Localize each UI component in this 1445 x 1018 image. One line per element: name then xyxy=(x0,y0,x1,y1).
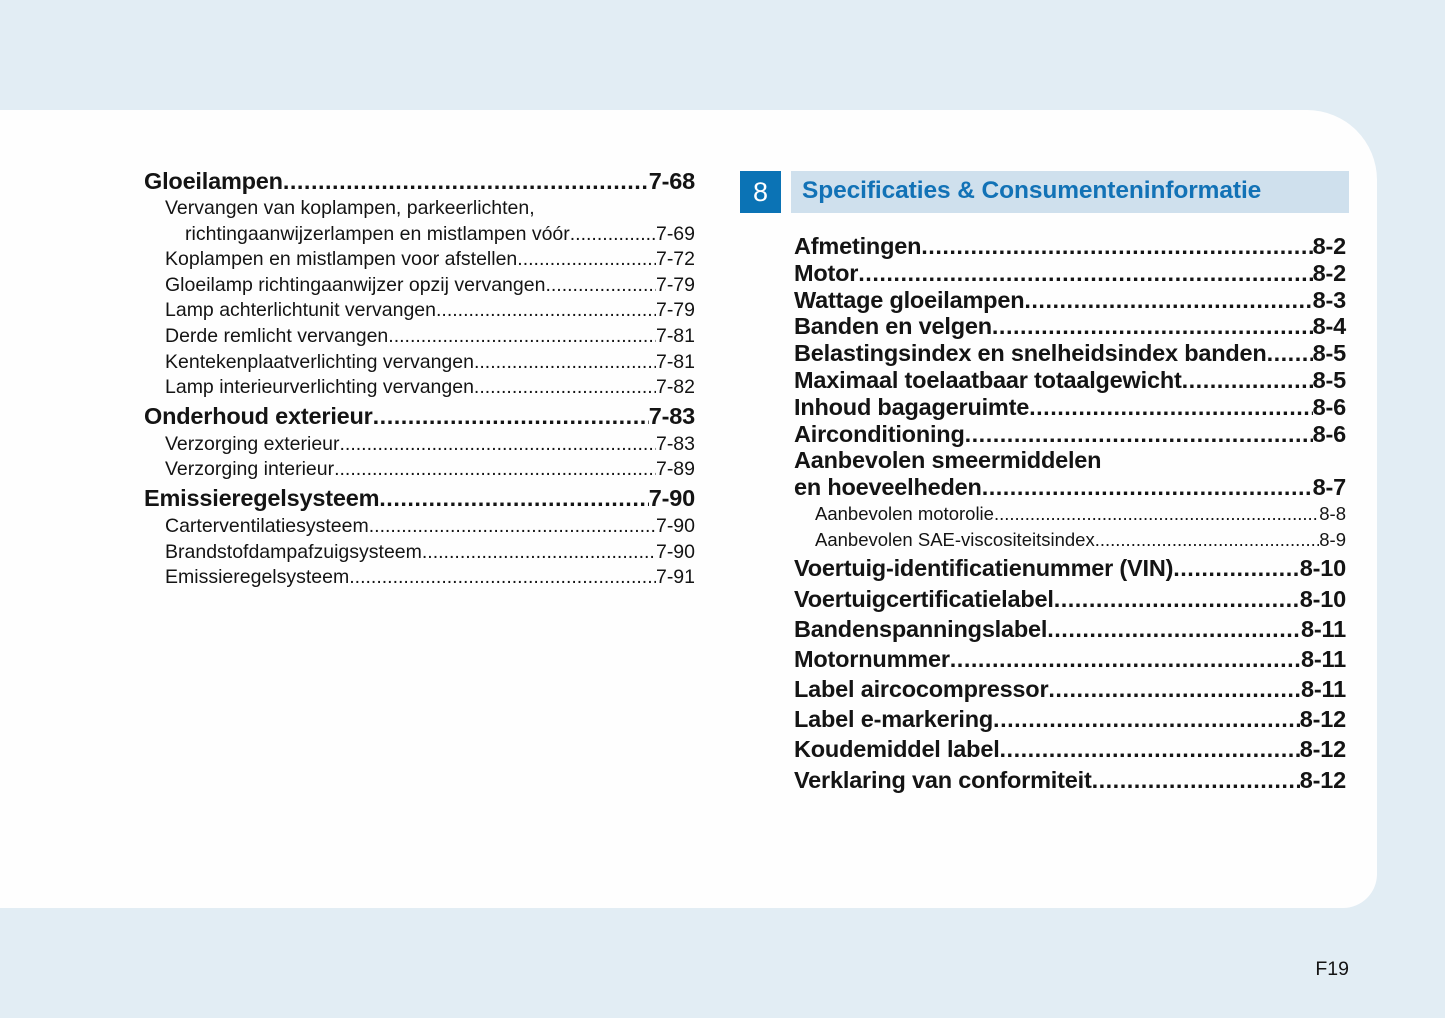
toc-sub-entry[interactable]: Brandstofdampafzuigsysteem ..... 7-90 xyxy=(144,540,695,566)
toc-sub-entry[interactable]: Carterventilatiesysteem ..... 7-90 xyxy=(144,514,695,540)
toc-sub-entry[interactable]: Verzorging exterieur ..... 7-83 xyxy=(144,432,695,458)
toc-main-entry-gloeilampen[interactable]: Gloeilampen ..... 7-68 xyxy=(144,166,695,196)
toc-sub-entry[interactable]: Verzorging interieur ..... 7-89 xyxy=(144,457,695,483)
toc-sub-entry[interactable]: Lamp interieurverlichting vervangen ..... 7-82 xyxy=(144,375,695,401)
toc-main-entry[interactable]: Motor ..... 8-2 xyxy=(794,260,1346,287)
toc-sub-entry[interactable]: Aanbevolen SAE-viscositeitsindex ..... 8-9 xyxy=(794,527,1346,553)
toc-main-entry[interactable]: Airconditioning ..... 8-6 xyxy=(794,421,1346,448)
toc-main-entry-lubricants-line1[interactable]: Aanbevolen smeermiddelen xyxy=(794,447,1102,474)
chapter-title-bar: Specificaties & Consumenteninformatie xyxy=(791,171,1349,213)
toc-sub-entry[interactable]: Emissieregelsysteem ..... 7-91 xyxy=(144,565,695,591)
toc-main-entry-lubricants-line2[interactable]: en hoeveelheden ..... 8-7 xyxy=(794,474,1346,501)
page-number: F19 xyxy=(1315,958,1349,980)
toc-sub-entry[interactable]: Derde remlicht vervangen ..... 7-81 xyxy=(144,324,695,350)
toc-right-column xyxy=(794,233,1346,795)
toc-main-entry-emissieregelsysteem[interactable]: Emissieregelsysteem ..... 7-90 xyxy=(144,483,695,514)
toc-main-entry[interactable]: Banden en velgen ..... 8-4 xyxy=(794,313,1346,340)
toc-sub-entry-koplampen-line1[interactable]: Vervangen van koplampen, parkeerlichten, xyxy=(165,197,535,219)
toc-left-column xyxy=(144,166,695,591)
toc-main-entry[interactable]: Label aircocompressor ..... 8-11 xyxy=(794,674,1346,704)
toc-sub-entry[interactable]: Koplampen en mistlampen voor afstellen ..... 7-72 xyxy=(144,247,695,273)
toc-main-entry[interactable]: Inhoud bagageruimte ..... 8-6 xyxy=(794,394,1346,421)
toc-main-entry[interactable]: Verklaring van conformiteit ..... 8-12 xyxy=(794,765,1346,795)
toc-main-entry[interactable]: Voertuigcertificatielabel ..... 8-10 xyxy=(794,584,1346,614)
toc-main-entry[interactable]: Motornummer ..... 8-11 xyxy=(794,644,1346,674)
chapter-number-badge: 8 xyxy=(740,171,781,213)
toc-main-entry[interactable]: Belastingsindex en snelheidsindex banden ..... 8-5 xyxy=(794,340,1346,367)
toc-main-entry-onderhoud-exterieur[interactable]: Onderhoud exterieur ..... 7-83 xyxy=(144,401,695,432)
toc-main-entry[interactable]: Koudemiddel label ..... 8-12 xyxy=(794,734,1346,764)
toc-main-entry[interactable]: Wattage gloeilampen ..... 8-3 xyxy=(794,287,1346,314)
toc-sub-entry-koplampen-line2[interactable]: richtingaanwijzerlampen en mistlampen vóór ..... 7-69 xyxy=(144,222,695,248)
toc-main-entry[interactable]: Bandenspanningslabel ..... 8-11 xyxy=(794,614,1346,644)
toc-main-entry[interactable]: Label e-markering ..... 8-12 xyxy=(794,704,1346,734)
toc-sub-entry[interactable]: Gloeilamp richtingaanwijzer opzij vervangen ..... 7-79 xyxy=(144,273,695,299)
toc-main-entry[interactable]: Voertuig-identificatienummer (VIN) ..... 8-10 xyxy=(794,553,1346,583)
toc-main-entry[interactable]: Afmetingen ..... 8-2 xyxy=(794,233,1346,260)
toc-main-entry[interactable]: Maximaal toelaatbaar totaalgewicht ..... 8-5 xyxy=(794,367,1346,394)
toc-sub-entry[interactable]: Lamp achterlichtunit vervangen ..... 7-79 xyxy=(144,298,695,324)
toc-sub-entry[interactable]: Aanbevolen motorolie ..... 8-8 xyxy=(794,501,1346,527)
toc-sub-entry[interactable]: Kentekenplaatverlichting vervangen ..... 7-81 xyxy=(144,350,695,376)
